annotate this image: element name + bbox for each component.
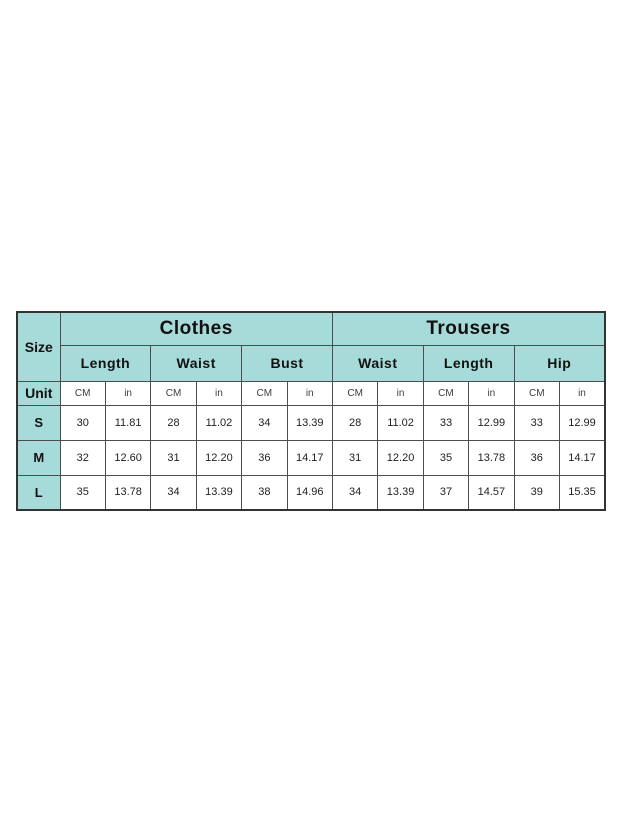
table-row-size-l (17, 475, 605, 510)
value-cell: 13.39 (196, 475, 241, 510)
value-cell: 36 (514, 440, 559, 475)
unit-cell: in (196, 381, 241, 405)
value-cell: 11.81 (105, 405, 150, 440)
value-cell: 28 (332, 405, 377, 440)
value-cell: 35 (60, 475, 105, 510)
unit-cell: CM (151, 381, 196, 405)
unit-cell: in (378, 381, 423, 405)
size-corner-cell: Size (17, 312, 60, 381)
table-row-group-headers (17, 312, 605, 345)
table-row-units (17, 381, 605, 405)
value-cell: 28 (151, 405, 196, 440)
group-header-clothes: Clothes (60, 312, 332, 345)
value-cell: 35 (423, 440, 468, 475)
value-cell: 14.17 (287, 440, 332, 475)
size-label-cell: M (17, 440, 60, 475)
value-cell: 14.96 (287, 475, 332, 510)
value-cell: 12.20 (378, 440, 423, 475)
value-cell: 14.17 (559, 440, 605, 475)
value-cell: 13.39 (287, 405, 332, 440)
value-cell: 34 (242, 405, 287, 440)
value-cell: 33 (423, 405, 468, 440)
unit-cell: in (559, 381, 605, 405)
value-cell: 39 (514, 475, 559, 510)
size-label-cell: S (17, 405, 60, 440)
value-cell: 36 (242, 440, 287, 475)
unit-cell: CM (60, 381, 105, 405)
value-cell: 34 (332, 475, 377, 510)
subheader-trousers-waist: Waist (332, 345, 423, 381)
unit-cell: CM (242, 381, 287, 405)
subheader-clothes-waist: Waist (151, 345, 242, 381)
value-cell: 31 (332, 440, 377, 475)
unit-label-cell: Unit (17, 381, 60, 405)
value-cell: 13.78 (105, 475, 150, 510)
value-cell: 37 (423, 475, 468, 510)
subheader-clothes-length: Length (60, 345, 151, 381)
size-chart-table (16, 311, 606, 511)
unit-cell: in (287, 381, 332, 405)
table-row-size-m (17, 440, 605, 475)
unit-cell: in (469, 381, 514, 405)
value-cell: 12.60 (105, 440, 150, 475)
value-cell: 12.20 (196, 440, 241, 475)
group-header-trousers: Trousers (332, 312, 605, 345)
value-cell: 34 (151, 475, 196, 510)
value-cell: 32 (60, 440, 105, 475)
value-cell: 31 (151, 440, 196, 475)
value-cell: 33 (514, 405, 559, 440)
value-cell: 30 (60, 405, 105, 440)
size-label-cell: L (17, 475, 60, 510)
subheader-trousers-length: Length (423, 345, 514, 381)
value-cell: 38 (242, 475, 287, 510)
unit-cell: CM (332, 381, 377, 405)
table-row-size-s (17, 405, 605, 440)
value-cell: 11.02 (378, 405, 423, 440)
value-cell: 11.02 (196, 405, 241, 440)
value-cell: 12.99 (469, 405, 514, 440)
subheader-trousers-hip: Hip (514, 345, 605, 381)
value-cell: 13.39 (378, 475, 423, 510)
table-row-sub-headers (17, 345, 605, 381)
unit-cell: CM (423, 381, 468, 405)
value-cell: 15.35 (559, 475, 605, 510)
subheader-clothes-bust: Bust (242, 345, 333, 381)
unit-cell: CM (514, 381, 559, 405)
value-cell: 13.78 (469, 440, 514, 475)
value-cell: 12.99 (559, 405, 605, 440)
value-cell: 14.57 (469, 475, 514, 510)
unit-cell: in (105, 381, 150, 405)
